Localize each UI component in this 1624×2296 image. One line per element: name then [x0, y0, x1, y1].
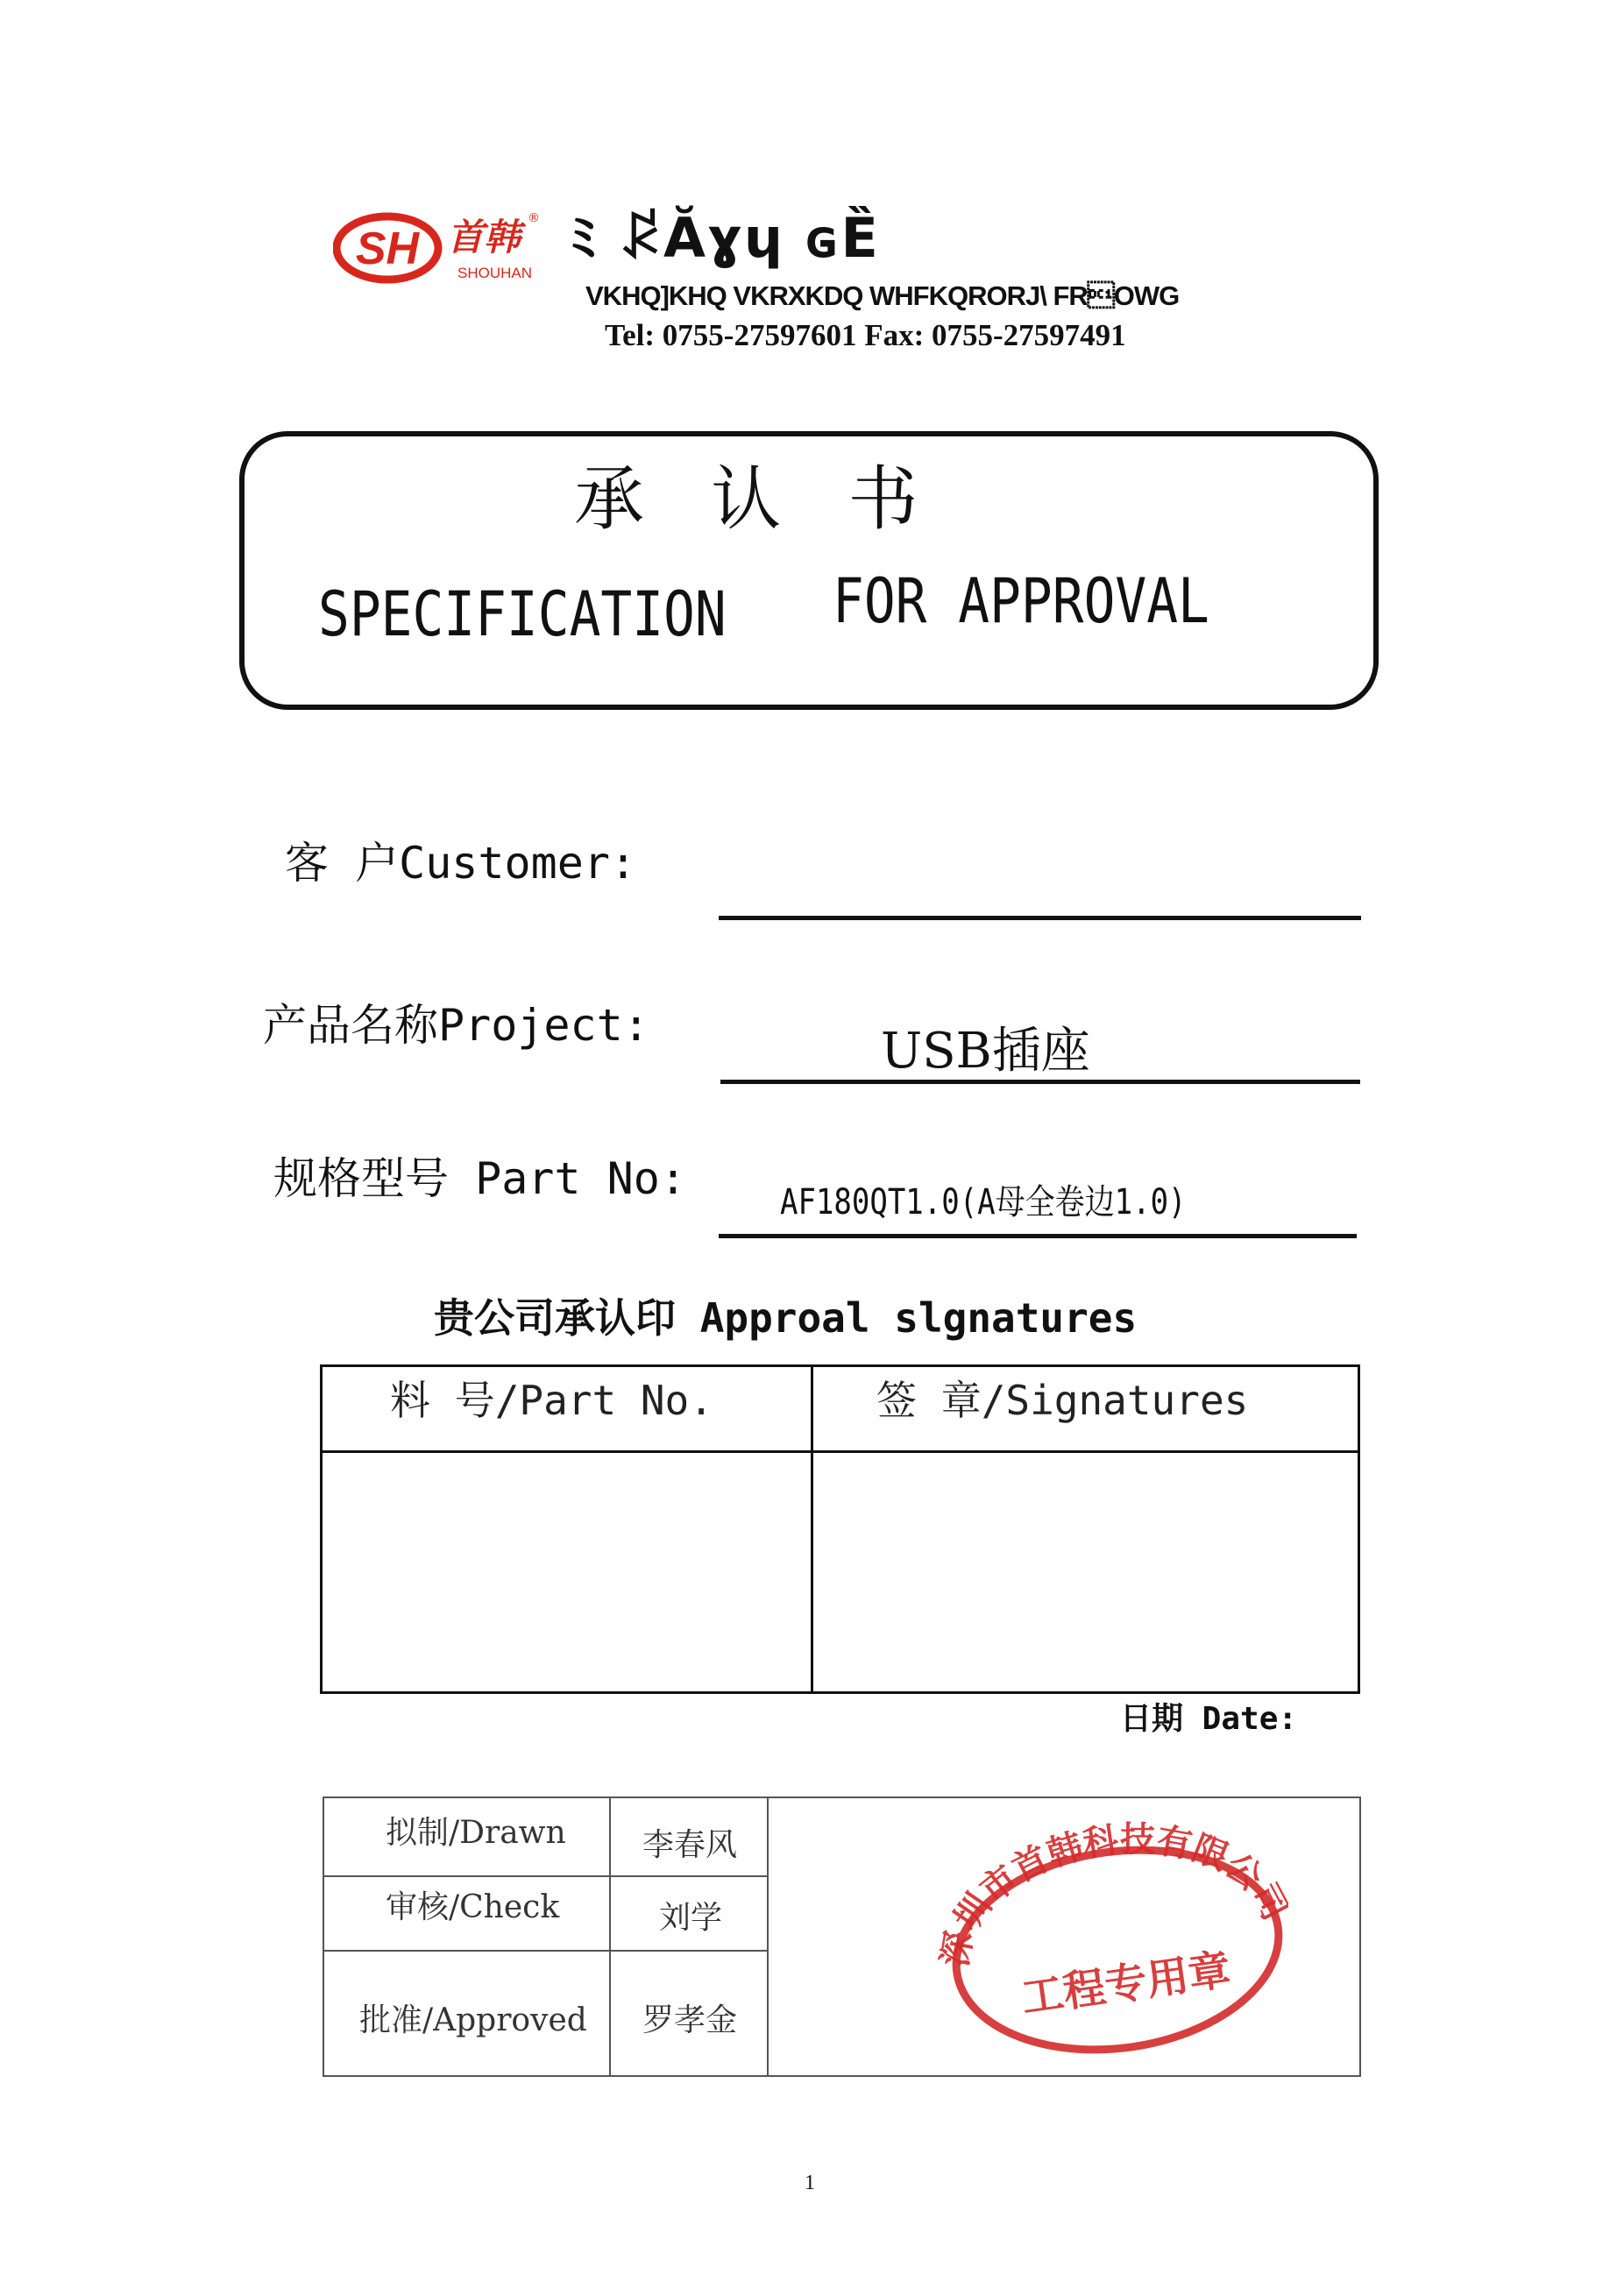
- title-en-specification: SPECIFICATION: [318, 578, 727, 650]
- company-stamp: [938, 1818, 1288, 2055]
- project-label: 产品名称Project:: [263, 1000, 649, 1051]
- signoff-name-check: 刘学: [659, 1900, 723, 1936]
- company-name-garbled: ﾐ ꂰĂɣɥ ɢȄ: [570, 206, 880, 270]
- title-en-for-approval: FOR APPROVAL: [833, 565, 1209, 637]
- signoff-role-drawn: 拟制/Drawn: [386, 1815, 566, 1851]
- company-logo: [333, 197, 570, 294]
- stamp-bottom-text: 工程专用章: [1018, 1945, 1234, 2023]
- approval-table-header-line: [320, 1450, 1360, 1453]
- logo-letters: SH: [355, 223, 420, 274]
- svg-text:深圳市首韩科技有限公司: [938, 1818, 1288, 1975]
- logo-en: SHOUHAN: [457, 265, 533, 281]
- approval-col-signatures: 签 章/Signatures: [876, 1377, 1249, 1424]
- part-no-label: 规格型号 Part No:: [273, 1153, 686, 1204]
- approval-table-divider: [811, 1364, 813, 1694]
- signoff-name-drawn: 李春风: [642, 1827, 738, 1863]
- logo-cn: 首韩: [447, 216, 521, 259]
- customer-label: 客 户Customer:: [285, 838, 637, 889]
- signoff-role-check: 审核/Check: [386, 1889, 560, 1925]
- signoff-row-line: [323, 1950, 767, 1952]
- approval-heading: 贵公司承认印 Approal slgnatures: [434, 1294, 1138, 1342]
- signoff-name-approved: 罗孝金: [642, 2002, 738, 2038]
- signoff-divider: [609, 1796, 611, 2077]
- signoff-divider: [767, 1796, 769, 2077]
- approval-col-part-no: 料 号/Part No.: [390, 1377, 713, 1424]
- project-field-line: [720, 1080, 1360, 1084]
- stamp-top-text: 深圳市首韩科技有限公司: [938, 1819, 1288, 1970]
- signoff-row-line: [323, 1875, 767, 1877]
- project-value: USB插座: [881, 1023, 1090, 1080]
- company-name-en-garbled: VKHQ]KHQ VKRXKDQ WHFKQRORJ\ FROWG: [585, 280, 1180, 311]
- customer-field[interactable]: [719, 916, 1361, 920]
- title-cn: 承 认 书: [574, 458, 918, 540]
- part-no-field-line: [719, 1234, 1357, 1238]
- contact-info: Tel: 0755-27597601 Fax: 0755-27597491: [605, 318, 1126, 352]
- page-number: 1: [805, 2172, 815, 2194]
- date-label: 日期 Date:: [1120, 1701, 1298, 1737]
- logo-mark: ®: [528, 211, 540, 225]
- part-no-value: AF180QT1.0(A母全卷边1.0): [780, 1182, 1187, 1222]
- signoff-role-approved: 批准/Approved: [359, 2002, 587, 2038]
